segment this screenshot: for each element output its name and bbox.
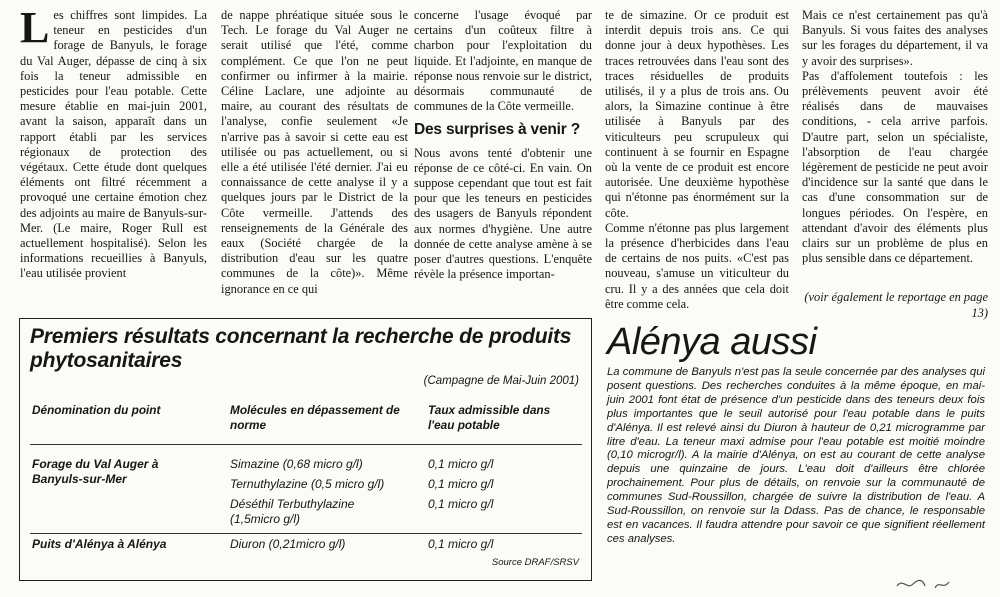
drop-cap: L <box>20 3 50 52</box>
row-1-point: Forage du Val Auger à Banyuls-sur-Mer <box>32 457 159 486</box>
table-source: Source DRAF/SRSV <box>491 557 579 568</box>
article-col3-text2: Nous avons tenté d'obtenir une réponse de ce côté-ci. En vain. On suppose cependant que tout est fait pour que les teneurs en pesticides des usagers de Banyuls répondent aux normes d'hygiène. Une autre donnée de cette analyse amène à se poser d'autres questions. L'enquête révèle la présence importan- <box>414 145 592 282</box>
row-2-point: Puits d'Alénya à Alénya <box>32 537 167 551</box>
article-col2-text: de nappe phréatique située sous le Tech. Le forage du Val Auger ne serait utilisé que l'été, comme complément. Ce que l'on ne peut confirmer ou infirmer à la mairie. Céline Laclare, une adjointe au maire, au courant des résultats de l'analyse, confie seulement «Je n'arrive pas à savoir si cette eau est utilisée ou pas actuellement, ou si elle a été utilisée l'été dernier. J'ai eu connaissance de cette analyse il y a quelques jours par le District de la Côte vermeille. J'attends des renseignements de la Générale des eaux (Société chargée de la distribution d'eau sur les quatre communes de la côte)». Même ignorance en ce qui <box>221 8 408 296</box>
row-1-molecule-2: Ternuthylazine (0,5 micro g/l) <box>230 477 385 491</box>
article-subhead: Des surprises à venir ? <box>414 121 580 139</box>
results-table-box <box>19 318 592 581</box>
table-divider <box>30 533 582 534</box>
article-column-1 <box>20 3 207 282</box>
page-reference-note: (voir également le reportage en page 13) <box>804 290 988 320</box>
row-1-rate-2: 0,1 micro g/l <box>428 477 494 491</box>
article-col3-text1: concerne l'usage évoqué par certains d'un coûteux filtre à charbon pour l'exploitation du liquide. Et l'adjointe, en manque de réponse nous renvoie sur le district, désormais communauté de communes de la Côte vermeille. <box>414 8 592 114</box>
row-1-rate-1: 0,1 micro g/l <box>428 457 494 471</box>
table-title: Premiers résultats concernant la recherche de produits phytosanitaires <box>30 325 572 372</box>
article-col5-text2: Pas d'affolement toutefois : les prélèvements peuvent avoir été réalisés dans de mauvaises conditions, - cela arrive parfois. D'autre part, selon un spécialiste, l'absorption de l'eau chargée légèrement de pesticide ne peut avoir d'incidence sur la santé que dans le cas d'une consommation sur de longues périodes. On l'espère, en attendant d'avoir des éléments plus clairs sur un problème de plus en plus sensible dans ce département. <box>802 68 988 266</box>
scribble-icon <box>895 576 955 592</box>
article-col4-text1: te de simazine. Or ce produit est interdit depuis trois ans. Ce qui donne jour à deux hypothèses. Les traces retrouvées dans l'eau sont des traces résiduelles de produits utilisés, il y a plus de trois ans. Ou alors, la Simazine continue à être utilisée à Banyuls par des viticulteurs peu scrupuleux qui continuent à se fournir en Espagne où la vente de ce produit est encore autorisée. Une deuxième hypothèse qui n'étonne pas énormément sur la côte. <box>605 8 789 220</box>
article-col4-text2: Comme n'étonne pas plus largement la présence d'herbicides dans l'eau de certains de nos puits. «C'est pas nouveau, s'amuse un viticulteur du cru. Il y a des années que cela doit être comme cela. <box>605 220 789 311</box>
header-rate: Taux admissible dans l'eau potable <box>428 403 551 432</box>
article-column-4 <box>605 8 789 312</box>
row-1-molecule-1: Simazine (0,68 micro g/l) <box>230 457 363 471</box>
article-column-3 <box>414 8 592 282</box>
article-column-5 <box>802 8 988 266</box>
table-campaign: (Campagne de Mai-Juin 2001) <box>423 375 579 387</box>
header-molecules: Molécules en dépassement de norme <box>230 403 400 432</box>
article-col5-text1: Mais ce n'est certainement pas qu'à Banyuls. Si vous faites des analyses sur les forages du département, il va y avoir des surprises». <box>802 8 988 68</box>
aside-title: Alénya aussi <box>607 321 817 363</box>
aside-body: La commune de Banyuls n'est pas la seule concernée par des analyses qui posent questions. Des recherches conduites à la même époque, en mai-juin 2001 font état de présence d'un pesticide dans des teneurs deux fois plus importantes que le seuil autorisé pour l'eau potable dans le puits d'Alénya. Il est relevé ainsi du Diuron à hauteur de 0,21 microgramme par litre d'eau. La teneur maxi admise pour l'eau potable est moitié moindre (0,10 microgr/l). A la mairie d'Alénya, on est au courant de cette analyse depuis une quinzaine de jours. L'eau doit d'ailleurs être chlorée prochainement. Pour plus de détails, on renvoie sur la communauté de communes Sud-Roussillon, chargée de suivre la distribution de l'eau. A Sud-Roussillon, on renvoie sur la Ddass. Pas de chance, le responsable est en vacances. Il faudra attendre pour savoir ce que signifient réellement ces analyses. <box>607 366 985 545</box>
row-1-rate-3: 0,1 micro g/l <box>428 497 494 511</box>
article-col1-text: es chiffres sont limpides. La teneur en pesticides d'un forage de Banyuls, le forage du Val Auger, dépasse de cinq à six fois la teneur admissible en pesticides pour l'eau potable. Cette mesure établie en mai-juin 2001, avant la saison, apparaît dans un rapport établi par les services régionaux de protection des végétaux. Cette étude dont quelques éléments ont filtré récemment a provoqué une certaine émotion chez des adjoints au maire de Banyuls-sur-Mer. (Le maire, Roger Rull est actuellement hospitalisé). Selon les informations recueillies à Banyuls, l'eau utilisée provient <box>20 8 207 281</box>
row-1-molecule-3: Déséthil Terbuthylazine (1,5micro g/l) <box>230 497 355 526</box>
table-divider <box>30 444 582 445</box>
row-2-rate-1: 0,1 micro g/l <box>428 537 494 551</box>
header-point: Dénomination du point <box>32 403 161 417</box>
article-column-2 <box>221 8 408 297</box>
row-2-molecule-1: Diuron (0,21micro g/l) <box>230 537 346 551</box>
